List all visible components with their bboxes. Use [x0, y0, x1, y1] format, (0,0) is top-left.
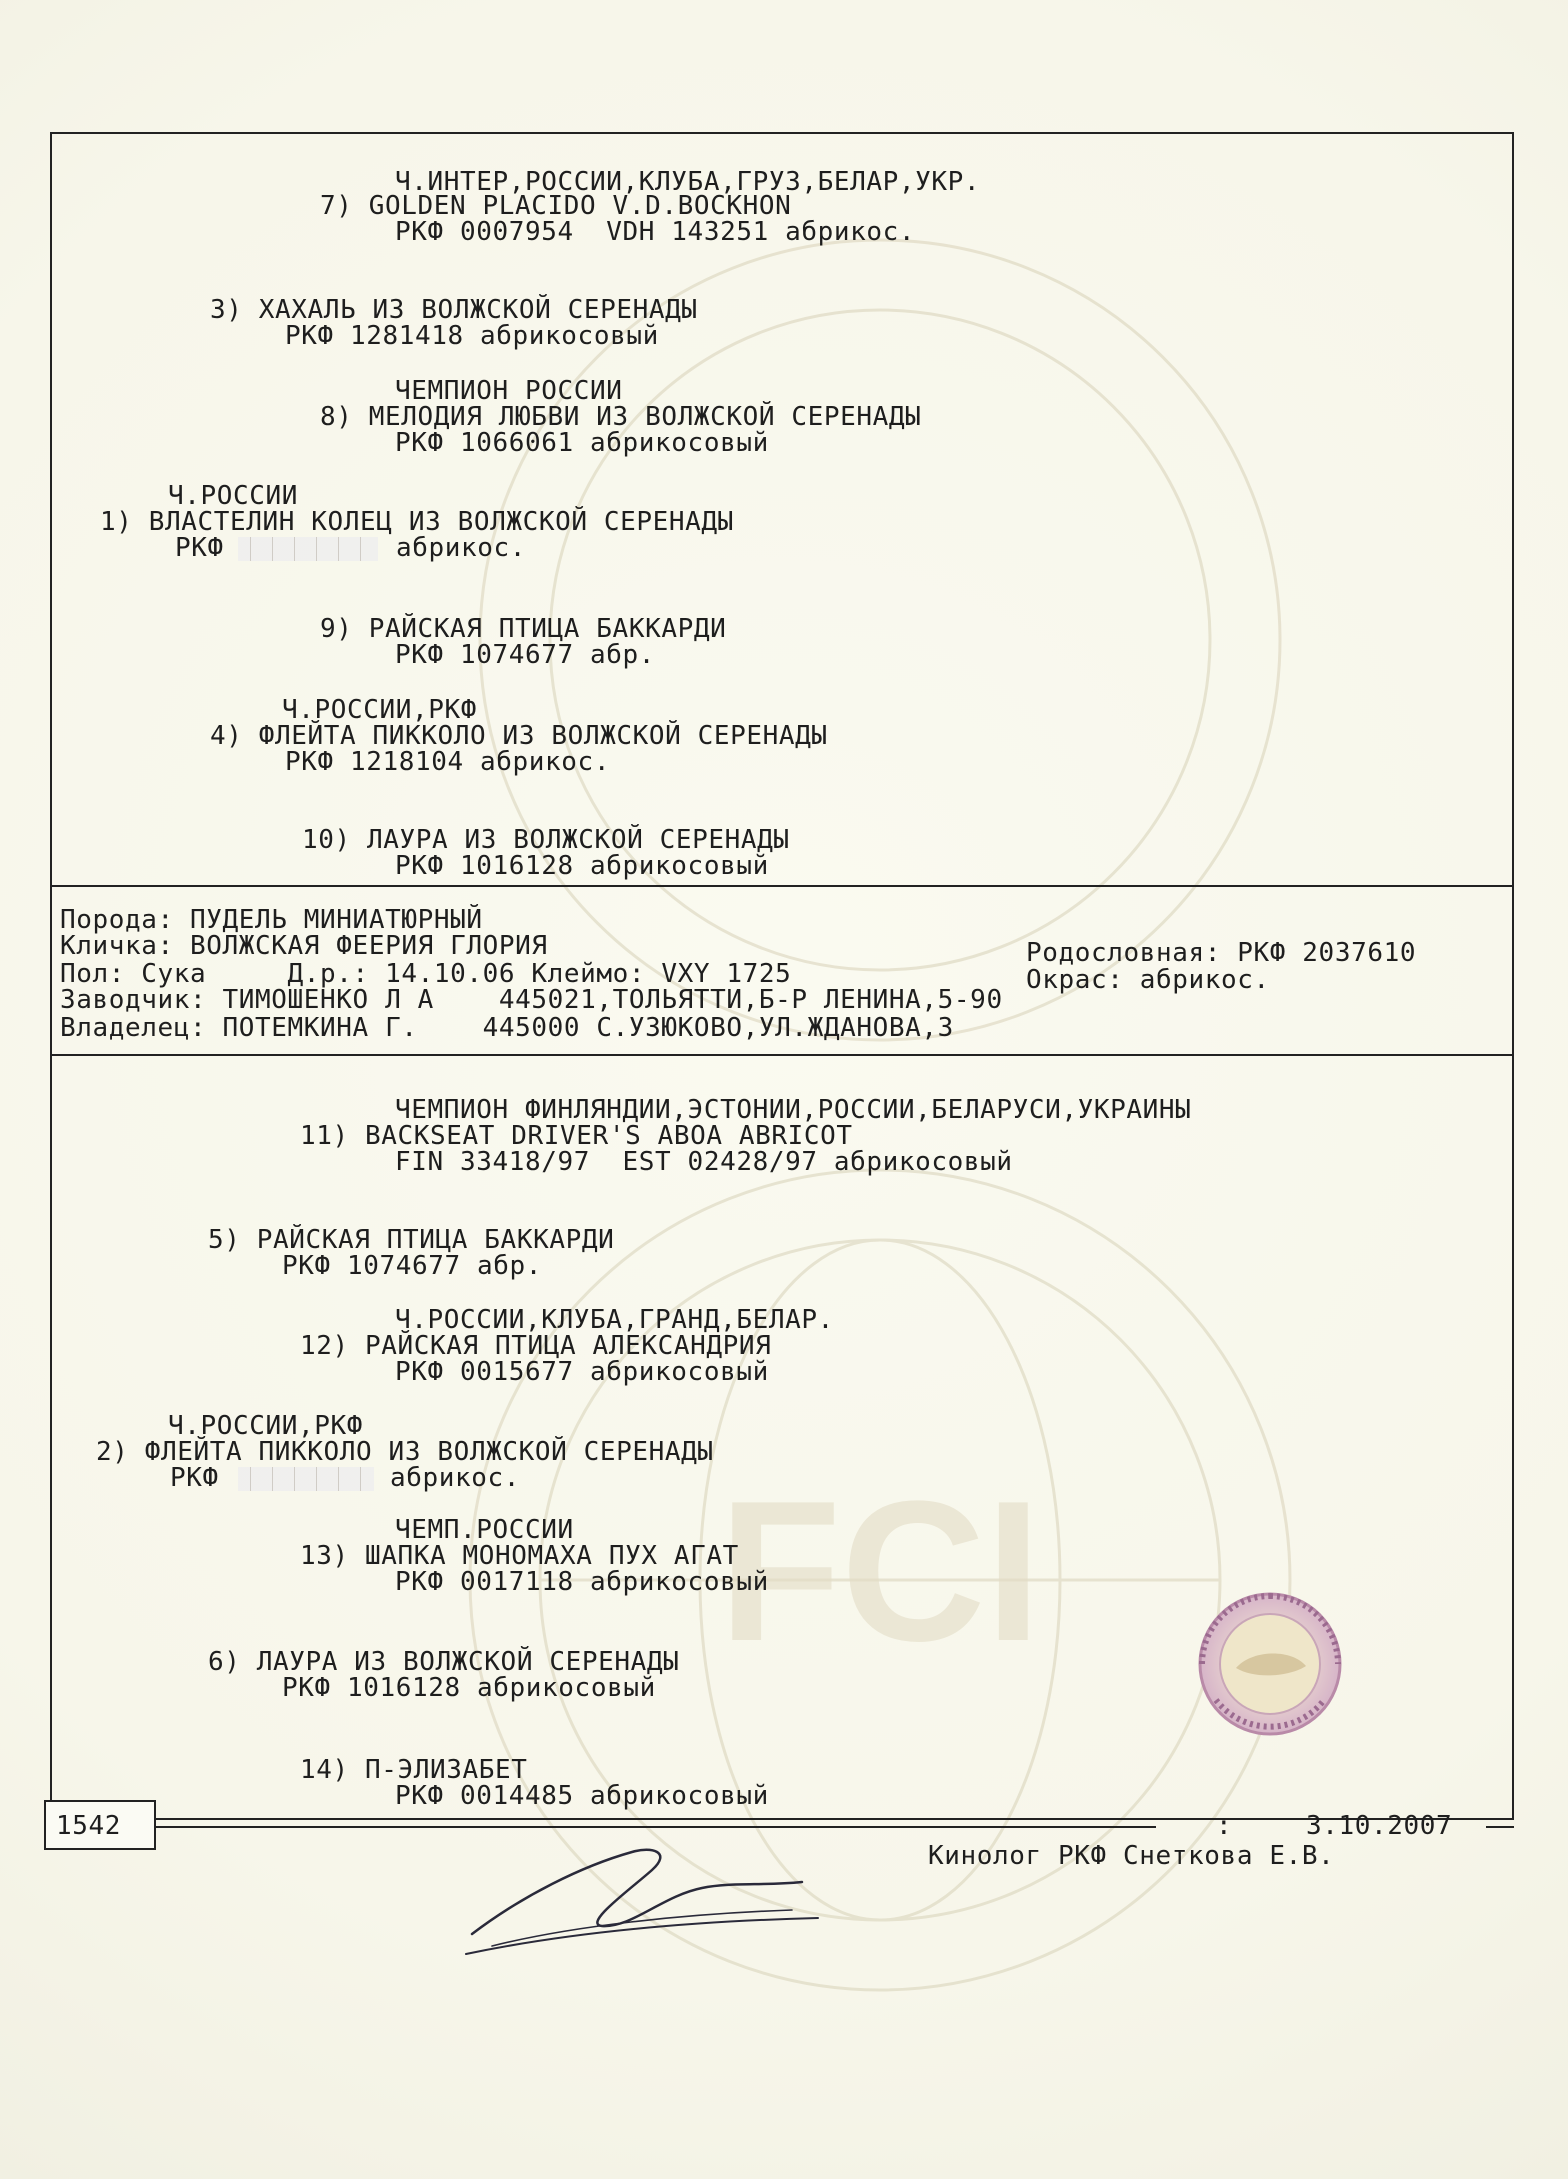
ancestor-9-name: 9) РАЙСКАЯ ПТИЦА БАККАРДИ [320, 614, 727, 644]
ancestor-3-name: 3) ХАХАЛЬ ИЗ ВОЛЖСКОЙ СЕРЕНАДЫ [210, 295, 698, 325]
pedigree-number: Родословная: РКФ 2037610 [1026, 938, 1417, 968]
section-divider-top [50, 885, 1514, 887]
section-divider-bottom [50, 1054, 1514, 1056]
fci-watermark-letters: FCI [718, 1460, 1042, 1683]
ancestor-9-reg: РКФ 1074677 абр. [395, 640, 656, 670]
ancestor-8-titles: ЧЕМПИОН РОССИИ [395, 376, 623, 406]
ancestor-11-name: 11) BACKSEAT DRIVER'S ABOA ABRICOT [300, 1121, 853, 1151]
dam-name: 2) ФЛЕЙТА ПИККОЛО ИЗ ВОЛЖСКОЙ СЕРЕНАДЫ [96, 1437, 714, 1467]
owner-line: Владелец: ПОТЕМКИНА Г. 445000 С.УЗЮКОВО,УЛ.ЖДАНОВА,3 [60, 1013, 954, 1043]
rkf-stamp [1196, 1590, 1344, 1738]
doc-number-box [44, 1800, 156, 1850]
ancestor-5-reg: РКФ 1074677 абр. [282, 1251, 543, 1281]
ancestor-14-reg: РКФ 0014485 абрикосовый [395, 1781, 769, 1811]
sire-color: абрикос. [396, 533, 527, 563]
footer-line-right [1486, 1826, 1514, 1828]
sire-name: 1) ВЛАСТЕЛИН КОЛЕЦ ИЗ ВОЛЖСКОЙ СЕРЕНАДЫ [100, 507, 734, 537]
ancestor-10-reg: РКФ 1016128 абрикосовый [395, 851, 769, 881]
sire-reg-redacted [238, 537, 378, 561]
ancestor-8-reg: РКФ 1066061 абрикосовый [395, 428, 769, 458]
ancestor-6-reg: РКФ 1016128 абрикосовый [282, 1673, 656, 1703]
dam-color: абрикос. [390, 1463, 521, 1493]
ancestor-13-reg: РКФ 0017118 абрикосовый [395, 1567, 769, 1597]
ancestor-11-titles: ЧЕМПИОН ФИНЛЯНДИИ,ЭСТОНИИ,РОССИИ,БЕЛАРУСИ,УКРАИНЫ [395, 1095, 1192, 1125]
sire-titles: Ч.РОССИИ [168, 481, 299, 511]
ancestor-4-reg: РКФ 1218104 абрикос. [285, 747, 611, 777]
ancestor-7-reg: РКФ 0007954 VDH 143251 абрикос. [395, 217, 916, 247]
breeder-line: Заводчик: ТИМОШЕНКО Л А 445021,ТОЛЬЯТТИ,Б-Р ЛЕНИНА,5-90 [60, 985, 1003, 1015]
ancestor-7-name: 7) GOLDEN PLACIDO V.D.BOCKHON [320, 191, 792, 221]
ancestor-14-name: 14) П-ЭЛИЗАБЕТ [300, 1755, 528, 1785]
doc-number: 1542 [56, 1811, 122, 1841]
ancestor-5-name: 5) РАЙСКАЯ ПТИЦА БАККАРДИ [208, 1225, 615, 1255]
ancestor-4-name: 4) ФЛЕЙТА ПИККОЛО ИЗ ВОЛЖСКОЙ СЕРЕНАДЫ [210, 721, 828, 751]
ancestor-13-titles: ЧЕМП.РОССИИ [395, 1515, 574, 1545]
ancestor-11-reg: FIN 33418/97 EST 02428/97 абрикосовый [395, 1147, 1013, 1177]
ancestor-12-titles: Ч.РОССИИ,КЛУБА,ГРАНД,БЕЛАР. [395, 1305, 834, 1335]
sire-reg-prefix: РКФ [175, 533, 224, 563]
ancestor-10-name: 10) ЛАУРА ИЗ ВОЛЖСКОЙ СЕРЕНАДЫ [302, 825, 790, 855]
dam-titles: Ч.РОССИИ,РКФ [168, 1411, 364, 1441]
issue-date: 3.10.2007 [1306, 1811, 1453, 1841]
sex-dob-line: Пол: Сука Д.р.: 14.10.06 Клеймо: VXY 1725 [60, 959, 792, 989]
date-colon: : [1216, 1811, 1233, 1841]
signer-name: Кинолог РКФ Снеткова Е.В. [928, 1841, 1335, 1871]
ancestor-8-name: 8) МЕЛОДИЯ ЛЮБВИ ИЗ ВОЛЖСКОЙ СЕРЕНАДЫ [320, 402, 922, 432]
ancestor-12-reg: РКФ 0015677 абрикосовый [395, 1357, 769, 1387]
dog-name-line: Кличка: ВОЛЖСКАЯ ФЕЕРИЯ ГЛОРИЯ [60, 931, 548, 961]
ancestor-6-name: 6) ЛАУРА ИЗ ВОЛЖСКОЙ СЕРЕНАДЫ [208, 1647, 680, 1677]
ancestor-3-reg: РКФ 1281418 абрикосовый [285, 321, 659, 351]
ancestor-7-titles: Ч.ИНТЕР,РОССИИ,КЛУБА,ГРУЗ,БЕЛАР,УКР. [395, 167, 981, 197]
ancestor-12-name: 12) РАЙСКАЯ ПТИЦА АЛЕКСАНДРИЯ [300, 1331, 772, 1361]
dam-reg-redacted [238, 1467, 374, 1491]
breed-line: Порода: ПУДЕЛЬ МИНИАТЮРНЫЙ [60, 905, 483, 935]
color-line: Окрас: абрикос. [1026, 965, 1270, 995]
ancestor-13-name: 13) ШАПКА МОНОМАХА ПУХ АГАТ [300, 1541, 739, 1571]
ancestor-4-titles: Ч.РОССИИ,РКФ [282, 695, 478, 725]
dam-reg-prefix: РКФ [170, 1463, 219, 1493]
handwritten-signature [462, 1826, 822, 1966]
